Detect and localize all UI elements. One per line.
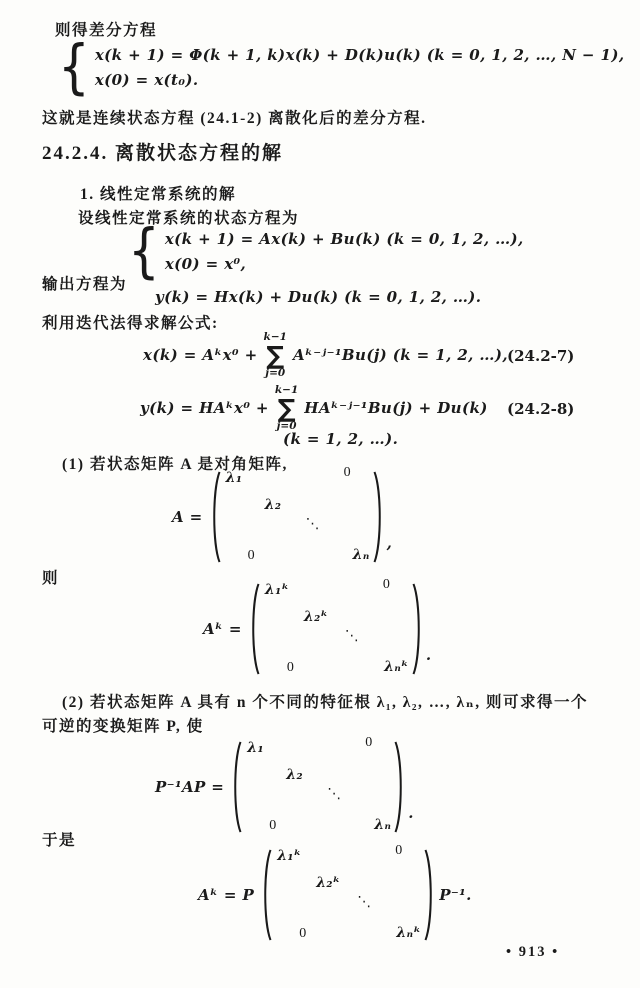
subsection-heading: 1. 线性定常系统的解 [80,186,237,203]
matrix-a-lhs: A = [172,508,203,526]
left-brace: { [58,32,90,102]
matrix-a [210,465,384,564]
equation-pre: y(k) = HAᵏx⁰ + [140,399,269,418]
equation-line: x(0) = x⁰, [164,254,247,273]
summation-symbol [275,385,298,432]
page-number: • 913 • [506,944,560,960]
matrix-zero-top-right: 0 [382,577,390,592]
matrix-ak [249,577,423,676]
matrix-entry-lambdank: λₙᵏ [384,659,409,675]
item-2-text-line1: (2) 若状态矩阵 A 具有 n 个不同的特征根 λ₁, λ₂, …, λₙ, 则可求得一个 [62,694,588,711]
equation-pre: x(k) = Aᵏx⁰ + [143,346,258,365]
equation-line: x(k + 1) = Φ(k + 1, k)x(k) + D(k)u(k) (k = 0, 1, 2, …, N − 1), [94,45,625,64]
diagonal-dots: ⋱ [327,786,344,802]
intro-lead-text: 则得差分方程 [55,22,158,39]
matrix-entry-lambda2k: λ₂ᵏ [316,875,341,891]
matrix-tail: , [386,534,393,552]
matrix-ak-lhs: Aᵏ = [203,620,242,638]
equation-line: x(0) = x(t₀). [94,70,199,89]
then-label: 则 [42,570,60,587]
left-paren-icon [210,470,221,564]
equation-number: (24.2-7) [507,347,575,365]
sum-upper-limit: k−1 [274,384,299,396]
matrix-tail: . [408,804,414,822]
left-paren-icon [249,582,260,676]
output-equation: y(k) = Hx(k) + Du(k) (k = 0, 1, 2, …). [155,288,482,306]
thus-label: 于是 [42,832,77,849]
equation-number: (24.2-8) [507,400,575,418]
matrix-zero-bottom-left: 0 [269,818,277,833]
matrix-pakp [261,843,435,942]
matrix-entry-lambdan: λₙ [352,547,370,563]
equation-line: x(k + 1) = Ax(k) + Bu(k) (k = 0, 1, 2, …), [164,229,524,248]
item-2-text-line2: 可逆的变换矩阵 P, 使 [42,718,204,735]
equation-post: Aᵏ⁻ʲ⁻¹Bu(j) (k = 1, 2, …), [292,346,508,365]
matrix-pakp-equation [198,843,472,942]
matrix-pap-lhs: P⁻¹AP = [155,778,225,796]
difference-equation-system [58,32,625,102]
sum-lower-limit: j=0 [276,420,297,433]
matrix-pap-equation [155,735,414,834]
paragraph-state-equation: 设线性定常系统的状态方程为 [78,210,300,227]
sigma-icon: ∑ [277,393,296,423]
sigma-icon: ∑ [266,340,285,370]
matrix-ak-equation [203,577,432,676]
right-paren-icon [373,470,384,564]
matrix-entry-lambda1k: λ₁ᵏ [277,848,302,864]
diagonal-dots: ⋱ [305,516,322,532]
paragraph-output-equation: 输出方程为 [42,276,128,293]
matrix-zero-bottom-left: 0 [286,660,294,675]
left-brace: { [128,216,160,286]
matrix-zero-top-right: 0 [343,465,351,480]
right-paren-icon [394,740,405,834]
matrix-entry-lambda2: λ₂ [286,767,304,783]
matrix-entry-lambda2k: λ₂ᵏ [303,609,329,625]
item-1-text: (1) 若状态矩阵 A 是对角矩阵, [62,456,288,473]
matrix-pap [231,735,405,834]
sum-upper-limit: k−1 [263,331,287,343]
left-paren-icon [231,740,242,834]
matrix-entry-lambdan: λₙ [374,817,392,833]
right-paren-icon [412,582,423,676]
paragraph-iteration: 利用迭代法得求解公式: [42,315,219,332]
left-paren-icon [261,848,272,942]
right-paren-icon [424,848,435,942]
equation-post: HAᵏ⁻ʲ⁻¹Bu(j) + Du(k) [304,399,488,418]
equation-24-2-8 [140,385,488,432]
section-heading: 24.2.4. 离散状态方程的解 [42,143,284,164]
matrix-entry-lambda1k: λ₁ᵏ [264,582,290,598]
matrix-zero-top-right: 0 [395,843,403,858]
matrix-pakp-lhs: Aᵏ = P [198,886,255,904]
sum-lower-limit: j=0 [265,367,286,380]
diagonal-dots: ⋱ [357,894,374,910]
matrix-entry-lambdank: λₙᵏ [396,925,422,941]
matrix-entry-lambda1: λ₁ [225,470,243,486]
equation-24-2-7 [143,332,508,379]
diagonal-dots: ⋱ [344,628,361,644]
matrix-tail: . [425,646,432,664]
equation-continuation: (k = 1, 2, …). [283,430,399,448]
intro-remark-text: 这就是连续状态方程 (24.1-2) 离散化后的差分方程. [42,110,427,127]
matrix-tail-p-inverse: P⁻¹. [439,886,472,904]
summation-symbol [264,332,287,379]
matrix-zero-bottom-left: 0 [299,926,307,941]
matrix-a-equation [172,465,393,564]
matrix-entry-lambda2: λ₂ [264,497,282,513]
matrix-zero-top-right: 0 [365,735,373,750]
matrix-zero-bottom-left: 0 [247,548,255,563]
matrix-entry-lambda1: λ₁ [247,740,265,756]
